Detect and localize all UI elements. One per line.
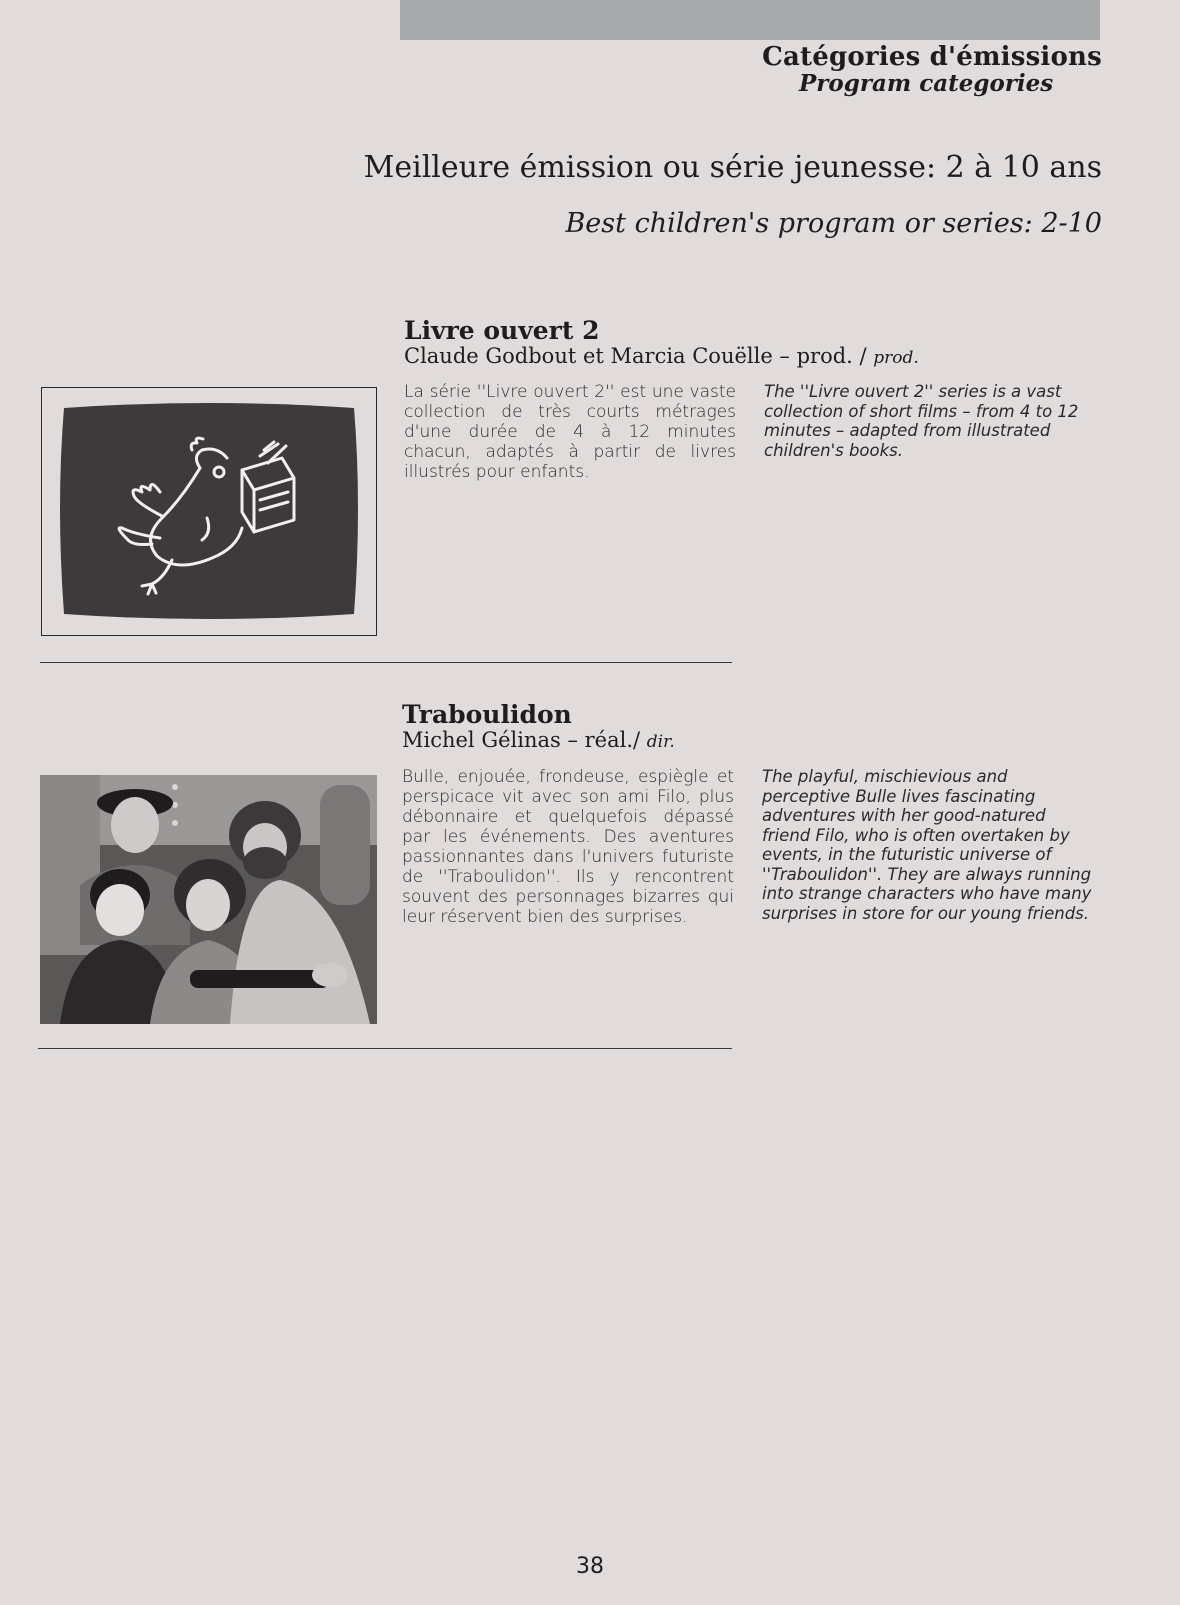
entry-description-fr: Bulle, enjouée, frondeuse, espiègle et perspicace vit avec son ami Filo, plus débonnaire et quelquefois dépassé par les événements. Des aventures passionnantes dans l'univers futuriste de ''Traboulidon''. Ils y rencontrent souvent des personnages bizarres qui leur réservent bien des surprises.: [402, 767, 734, 927]
category-title-fr: Catégories d'émissions: [762, 42, 1102, 72]
header-bar: [400, 0, 1100, 40]
entry-description-en: The playful, mischievious and perceptive Bulle lives fascinating adventures with her good-natured friend Filo, who is often overtaken by events, in the futuristic universe of ''Traboulidon''. They are always running into strange characters who have many surprises in store for our young friends.: [762, 767, 1092, 923]
page-number: 38: [576, 1554, 604, 1579]
section-title-en: Best children's program or series: 2-10: [565, 208, 1102, 239]
entry-title-livre-ouvert: Livre ouvert 2: [404, 316, 600, 345]
divider: [40, 662, 732, 663]
category-title-en: Program categories: [799, 70, 1054, 97]
credit-text: Claude Godbout et Marcia Couëlle – prod. /: [404, 344, 867, 368]
credit-text: Michel Gélinas – réal./: [402, 728, 641, 752]
section-title-fr: Meilleure émission ou série jeunesse: 2 à 10 ans: [363, 150, 1102, 185]
entry-credit-livre-ouvert: [404, 344, 919, 368]
credit-role-en: prod.: [873, 348, 919, 368]
tv-screen-illustration: [41, 387, 377, 636]
entry-credit-traboulidon: [402, 728, 675, 752]
credit-role-en: dir.: [646, 732, 675, 752]
cast-photo-graphic: [40, 775, 377, 1024]
cast-photo: [40, 775, 377, 1024]
entry-description-fr: La série ''Livre ouvert 2'' est une vaste collection de très courts métrages d'une durée de 4 à 12 minutes chacun, adaptés à partir de livres illustrés pour enfants.: [404, 382, 736, 482]
divider: [38, 1048, 732, 1049]
entry-description-en: The ''Livre ouvert 2'' series is a vast collection of short films – from 4 to 12 minutes – adapted from illustrated children's books.: [764, 382, 1079, 460]
entry-title-traboulidon: Traboulidon: [402, 700, 572, 729]
bird-with-book-icon: [42, 388, 376, 635]
